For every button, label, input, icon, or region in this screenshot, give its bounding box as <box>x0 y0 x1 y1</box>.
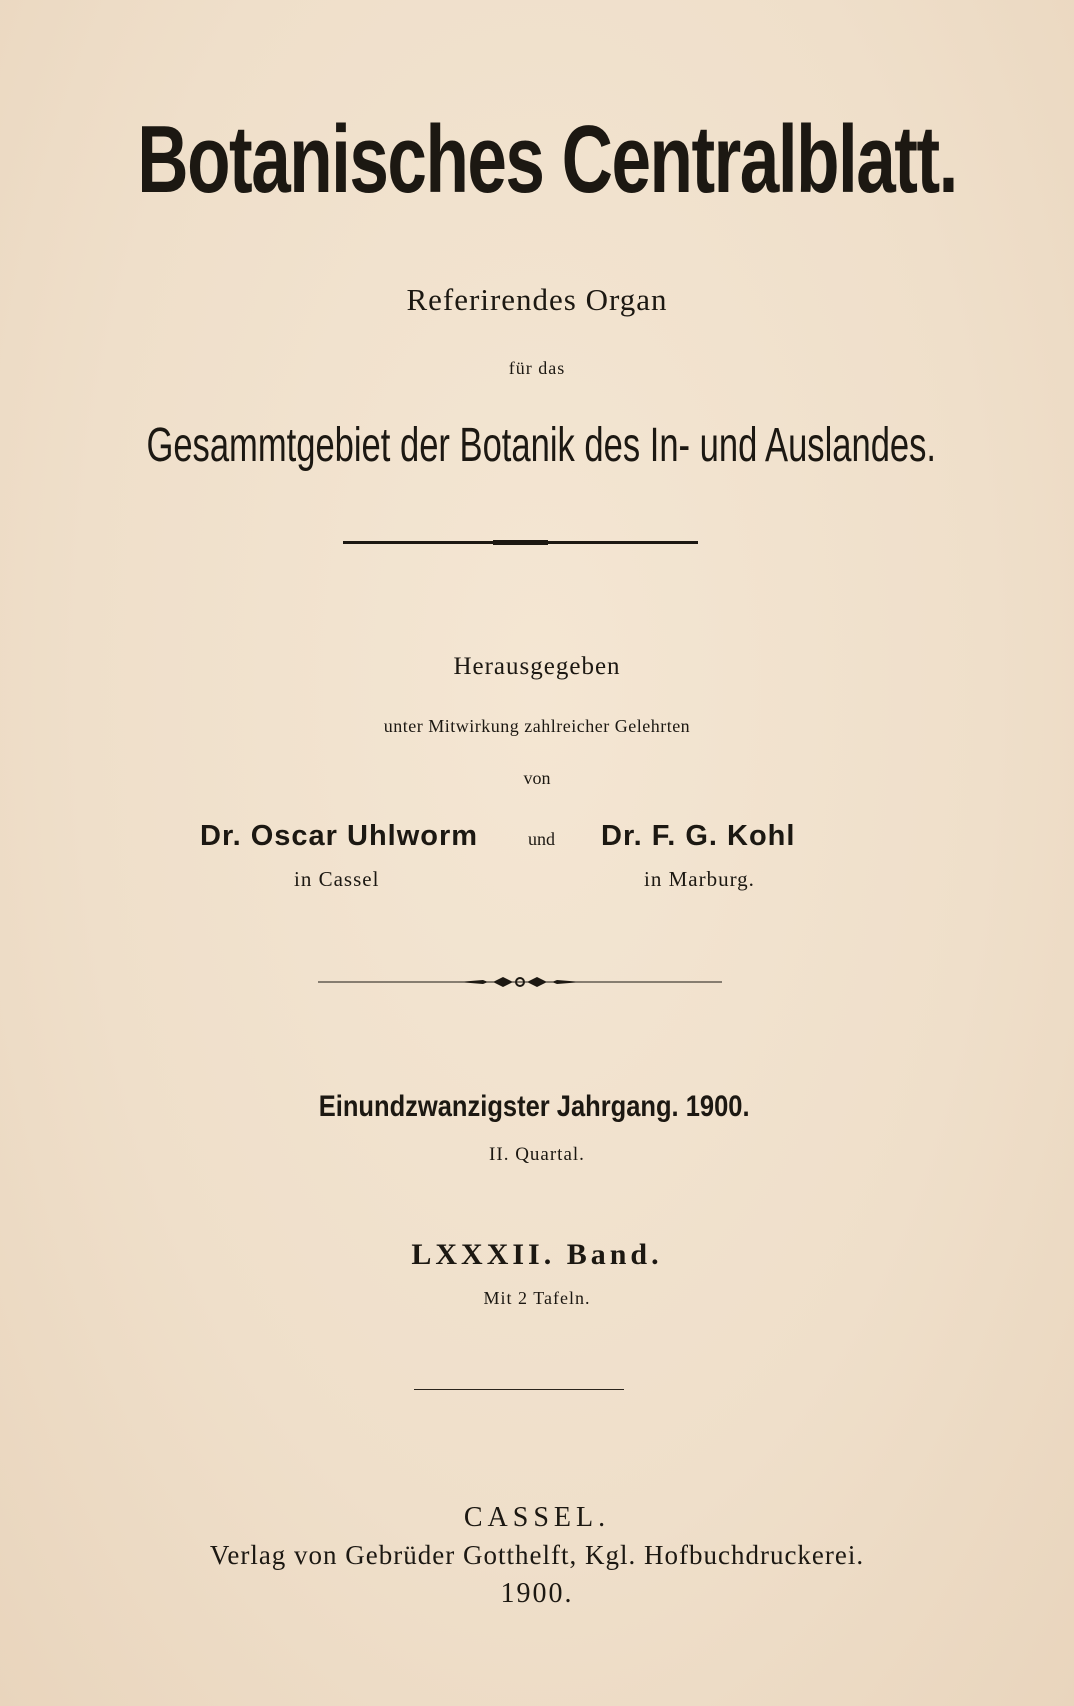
fuer-das: für das <box>508 358 566 378</box>
edited-by: Herausgegeben <box>453 653 621 680</box>
city: CASSEL. <box>463 1502 611 1533</box>
quarter: II. Quartal. <box>489 1144 585 1165</box>
band: LXXXII. Band. <box>411 1238 663 1271</box>
short-rule <box>414 1389 624 1390</box>
plates: Mit 2 Tafeln. <box>483 1288 591 1308</box>
publisher: Verlag von Gebrüder Gotthelft, Kgl. Hofbuchdruckerei. <box>209 1540 865 1570</box>
editor-2-name: Dr. F. G. Kohl <box>601 820 796 852</box>
field-line: Gesammtgebiet der Botanik des In- und Auslandes. <box>146 419 937 472</box>
von-line: von <box>523 768 551 788</box>
editor-2-place: in Marburg. <box>644 867 755 891</box>
collaboration-line: unter Mitwirkung zahlreicher Gelehrten <box>383 716 691 736</box>
divider-rule <box>343 541 698 544</box>
editor-1-place: in Cassel <box>294 867 380 891</box>
journal-title: Botanisches Centralblatt. <box>137 106 957 213</box>
und-line: und <box>528 829 555 849</box>
volume-year: Einundzwanzigster Jahrgang. 1900. <box>318 1090 750 1123</box>
ornament-divider <box>318 971 722 993</box>
publication-year: 1900. <box>500 1578 574 1609</box>
editor-1-name: Dr. Oscar Uhlworm <box>200 820 479 852</box>
subtitle: Referirendes Organ <box>406 282 668 317</box>
